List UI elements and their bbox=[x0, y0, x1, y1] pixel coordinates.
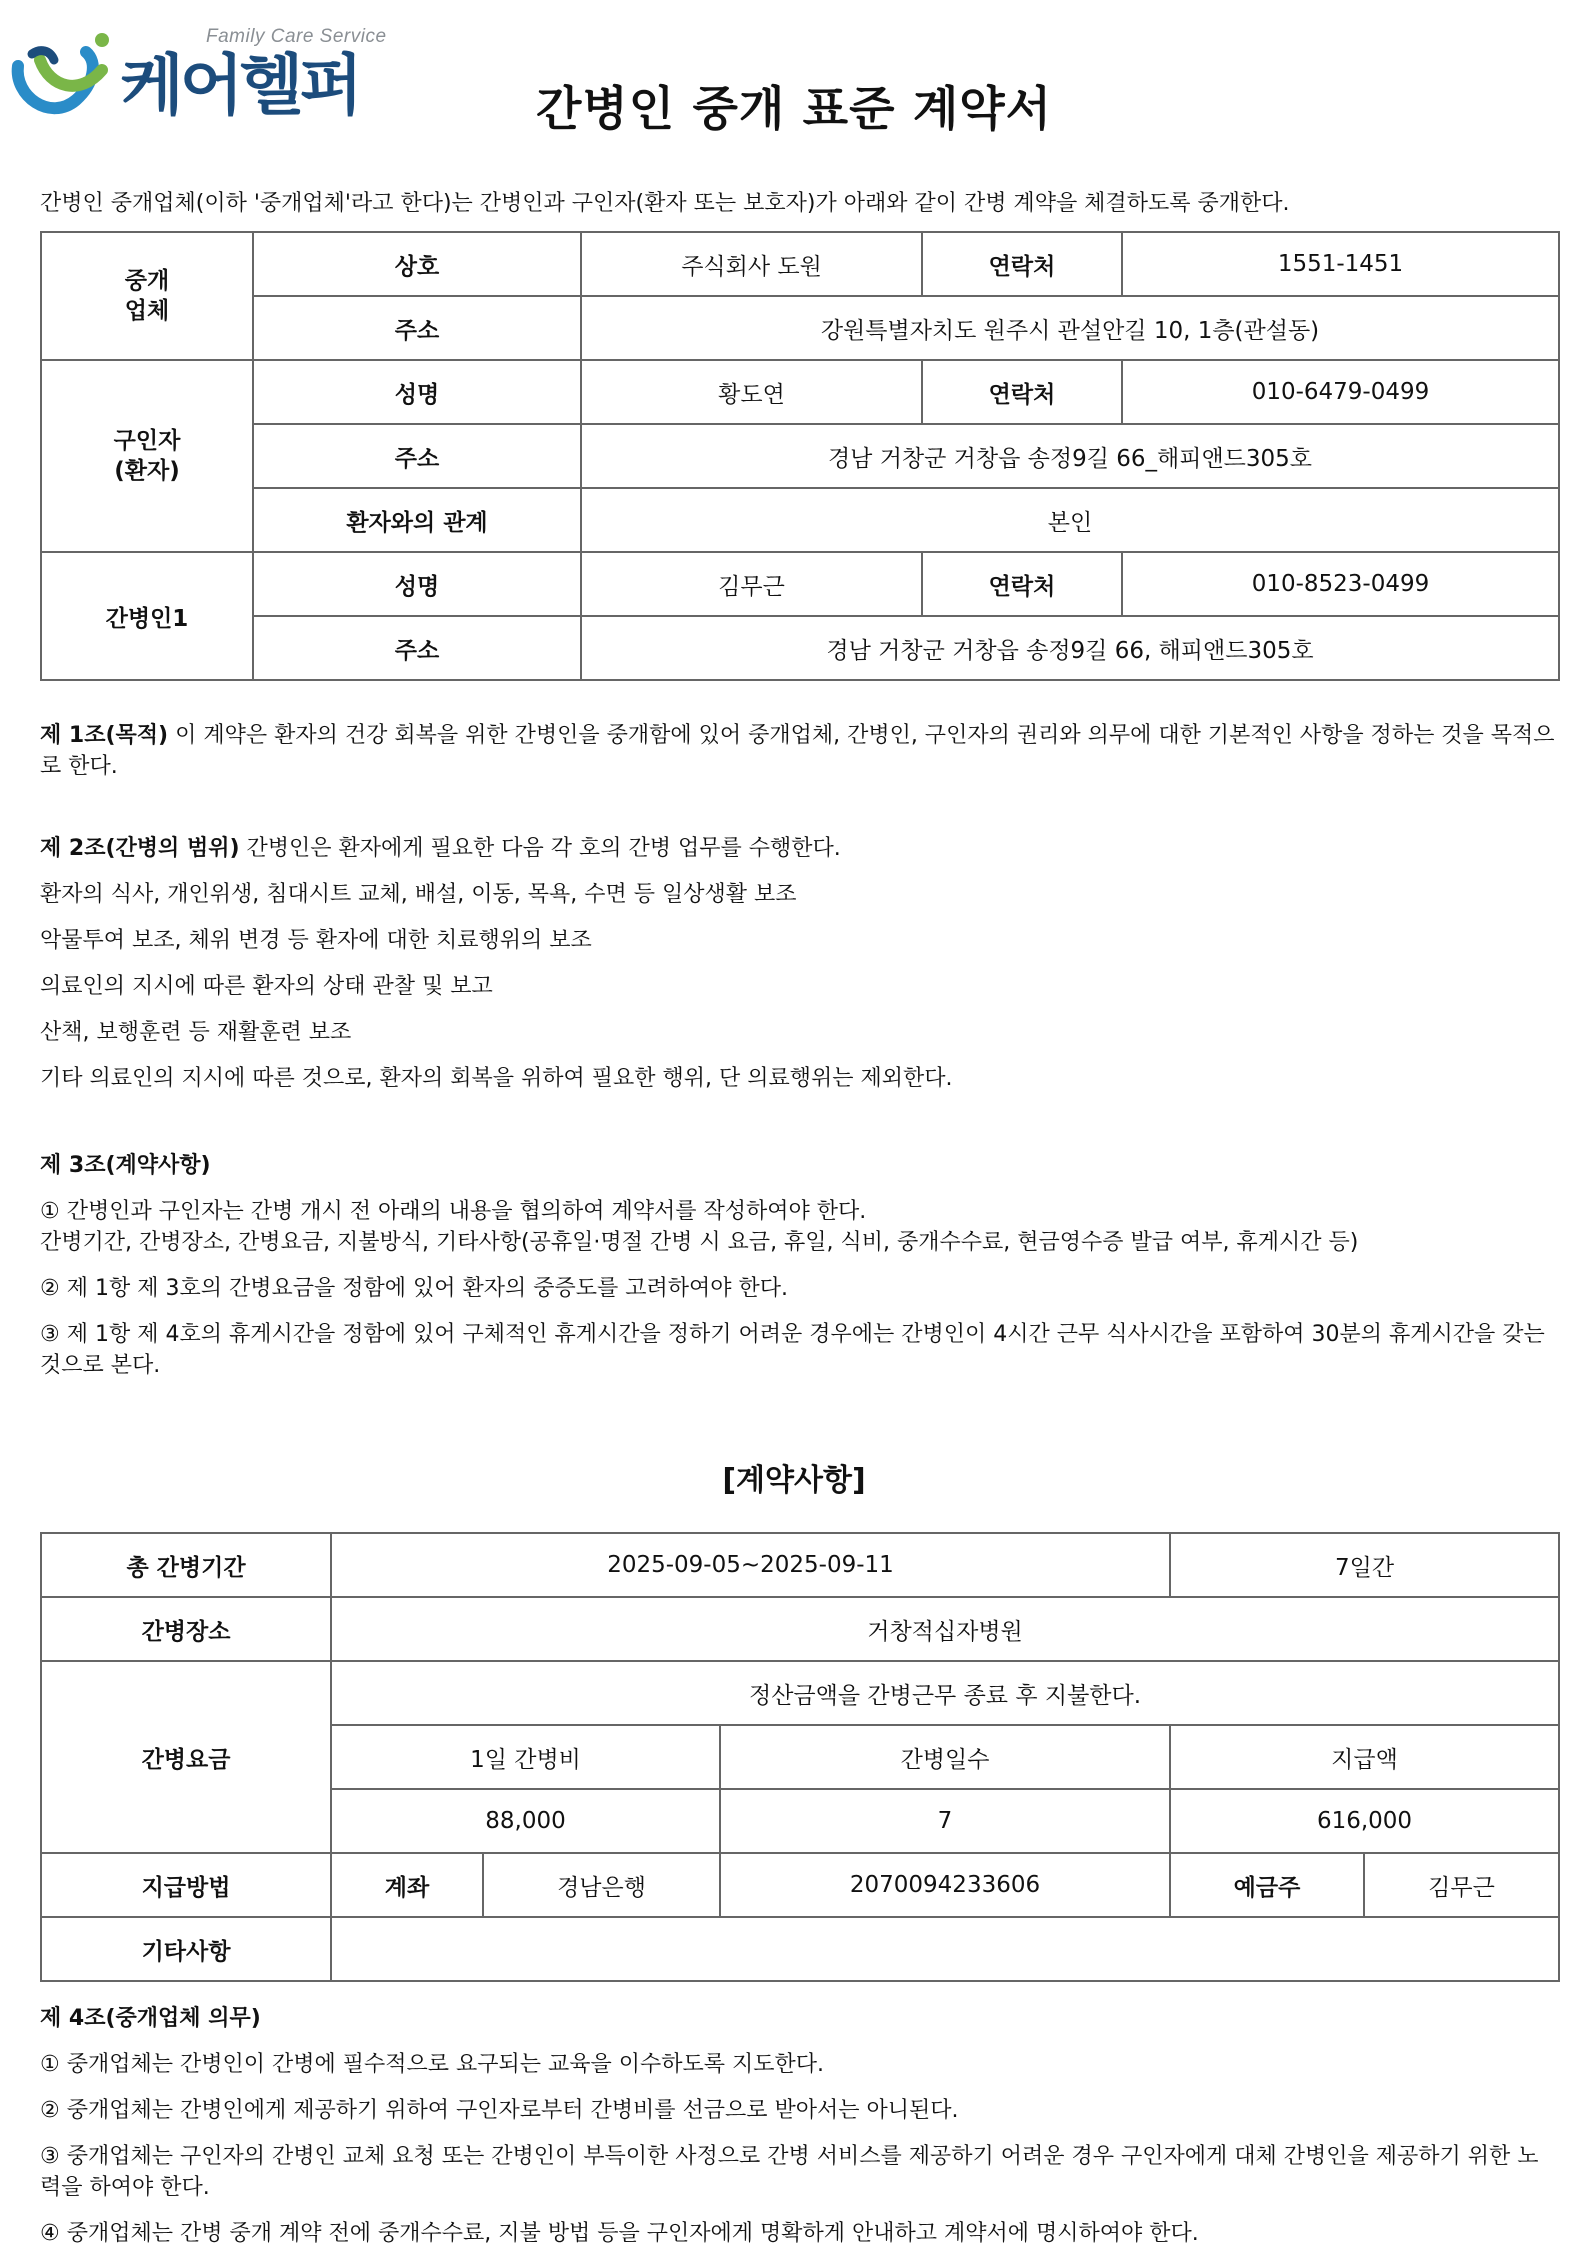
account-number: 2070094233606 bbox=[720, 1853, 1170, 1917]
caregiver-phone-label: 연락처 bbox=[922, 552, 1122, 616]
article-4-heading: 제 4조(중개업체 의무) bbox=[40, 2006, 261, 2031]
article-4-p3: ③ 중개업체는 구인자의 간병인 교체 요청 또는 간병인이 부득이한 사정으로 간병 서비스를 제공하기 어려운 경우 구인자에게 대체 간병인을 제공하기 위한 노력을 하여야 한다. bbox=[40, 2144, 1539, 2200]
period-days: 7일간 bbox=[1170, 1533, 1559, 1597]
etc-value bbox=[331, 1917, 1559, 1981]
article-3-heading: 제 3조(계약사항) bbox=[40, 1153, 211, 1178]
place-label: 간병장소 bbox=[41, 1597, 331, 1661]
period-label: 총 간병기간 bbox=[41, 1533, 331, 1597]
contract-table bbox=[40, 1532, 1560, 1982]
caregiver-address: 경남 거창군 거창읍 송정9길 66, 해피앤드305호 bbox=[581, 616, 1559, 680]
agency-name-label: 상호 bbox=[253, 232, 581, 296]
client-group-label: 구인자 (환자) bbox=[41, 360, 253, 552]
client-relation: 본인 bbox=[581, 488, 1559, 552]
intro-text: 간병인 중개업체(이하 '중개업체'라고 한다)는 간병인과 구인자(환자 또는 보호자)가 아래와 같이 간병 계약을 체결하도록 중개한다. bbox=[40, 191, 1290, 216]
account-holder: 김무근 bbox=[1364, 1853, 1559, 1917]
article-2-item: 의료인의 지시에 따른 환자의 상태 관찰 및 보고 bbox=[40, 974, 493, 999]
parties-table bbox=[40, 231, 1560, 681]
article-3-p1b: 간병기간, 간병장소, 간병요금, 지불방식, 기타사항(공휴일·명절 간병 시 요금, 휴일, 식비, 중개수수료, 현금영수증 발급 여부, 휴게시간 등) bbox=[40, 1230, 1359, 1255]
agency-phone: 1551-1451 bbox=[1122, 232, 1559, 296]
client-phone-label: 연락처 bbox=[922, 360, 1122, 424]
article-3-p3: ③ 제 1항 제 4호의 휴게시간을 정함에 있어 구체적인 휴게시간을 정하기 어려운 경우에는 간병인이 4시간 근무 식사시간을 포함하여 30분의 휴게시간을 갖는 것으로 본다. bbox=[40, 1322, 1545, 1378]
article-4 bbox=[40, 2003, 1558, 2245]
article-4-p2: ② 중개업체는 간병인에게 제공하기 위하여 구인자로부터 간병비를 선금으로 받아서는 아니된다. bbox=[40, 2098, 959, 2123]
client-name-label: 성명 bbox=[253, 360, 581, 424]
account-holder-label: 예금주 bbox=[1170, 1853, 1364, 1917]
agency-address-label: 주소 bbox=[253, 296, 581, 360]
caregiver-name-label: 성명 bbox=[253, 552, 581, 616]
agency-group-label: 중개 업체 bbox=[41, 232, 253, 360]
article-2 bbox=[40, 833, 1558, 1094]
daily-fee-value: 88,000 bbox=[331, 1789, 720, 1853]
fee-note: 정산금액을 간병근무 종료 후 지불한다. bbox=[331, 1661, 1559, 1725]
place-value: 거창적십자병원 bbox=[331, 1597, 1559, 1661]
article-2-text: 간병인은 환자에게 필요한 다음 각 호의 간병 업무를 수행한다. bbox=[239, 836, 841, 861]
article-2-item: 기타 의료인의 지시에 따른 것으로, 환자의 회복을 위하여 필요한 행위, 단 의료행위는 제외한다. bbox=[40, 1066, 953, 1091]
client-name: 황도연 bbox=[581, 360, 922, 424]
day-count-label: 간병일수 bbox=[720, 1725, 1170, 1789]
etc-label: 기타사항 bbox=[41, 1917, 331, 1981]
article-1-text: 이 계약은 환자의 건강 회복을 위한 간병인을 중개함에 있어 중개업체, 간병인, 구인자의 권리와 의무에 대한 기본적인 사항을 정하는 것을 목적으로 한다. bbox=[40, 723, 1555, 779]
client-relation-label: 환자와의 관계 bbox=[253, 488, 581, 552]
logo-tagline: Family Care Service bbox=[206, 26, 387, 47]
article-1-heading: 제 1조(목적) bbox=[40, 723, 169, 748]
client-phone: 010-6479-0499 bbox=[1122, 360, 1559, 424]
total-label: 지급액 bbox=[1170, 1725, 1559, 1789]
article-4-p4: ④ 중개업체는 간병 중개 계약 전에 중개수수료, 지불 방법 등을 구인자에게 명확하게 안내하고 계약서에 명시하여야 한다. bbox=[40, 2221, 1199, 2245]
agency-address: 강원특별자치도 원주시 관설안길 10, 1층(관설동) bbox=[581, 296, 1559, 360]
contract-section-title: [계약사항] bbox=[722, 1463, 866, 1498]
fee-label: 간병요금 bbox=[41, 1661, 331, 1853]
day-count-value: 7 bbox=[720, 1789, 1170, 1853]
agency-name: 주식회사 도원 bbox=[581, 232, 922, 296]
article-3-p2: ② 제 1항 제 3호의 간병요금을 정함에 있어 환자의 중증도를 고려하여야 한다. bbox=[40, 1276, 788, 1301]
logo-brand-name: 케어헬퍼 bbox=[120, 47, 360, 124]
period-value: 2025-09-05~2025-09-11 bbox=[331, 1533, 1170, 1597]
article-1 bbox=[40, 720, 1558, 782]
article-3 bbox=[40, 1150, 1558, 1381]
caregiver-name: 김무근 bbox=[581, 552, 922, 616]
article-2-item: 악물투여 보조, 체위 변경 등 환자에 대한 치료행위의 보조 bbox=[40, 928, 592, 953]
payment-method-label: 지급방법 bbox=[41, 1853, 331, 1917]
total-value: 616,000 bbox=[1170, 1789, 1559, 1853]
caregiver-address-label: 주소 bbox=[253, 616, 581, 680]
caregiver-phone: 010-8523-0499 bbox=[1122, 552, 1559, 616]
document-title: 간병인 중개 표준 계약서 bbox=[535, 82, 1053, 137]
article-2-item: 환자의 식사, 개인위생, 침대시트 교체, 배설, 이동, 목욕, 수면 등 일상생활 보조 bbox=[40, 882, 797, 907]
article-4-p1: ① 중개업체는 간병인이 간병에 필수적으로 요구되는 교육을 이수하도록 지도한다. bbox=[40, 2052, 824, 2077]
article-2-item: 산책, 보행훈련 등 재활훈련 보조 bbox=[40, 1020, 352, 1045]
daily-fee-label: 1일 간병비 bbox=[331, 1725, 720, 1789]
client-address-label: 주소 bbox=[253, 424, 581, 488]
article-2-heading: 제 2조(간병의 범위) bbox=[40, 836, 240, 861]
client-address: 경남 거창군 거창읍 송정9길 66_해피앤드305호 bbox=[581, 424, 1559, 488]
caregiver-group-label: 간병인1 bbox=[41, 552, 253, 680]
agency-phone-label: 연락처 bbox=[922, 232, 1122, 296]
bank-name: 경남은행 bbox=[483, 1853, 720, 1917]
article-3-p1: ① 간병인과 구인자는 간병 개시 전 아래의 내용을 협의하여 계약서를 작성하여야 한다. bbox=[40, 1199, 867, 1224]
account-label: 계좌 bbox=[331, 1853, 483, 1917]
